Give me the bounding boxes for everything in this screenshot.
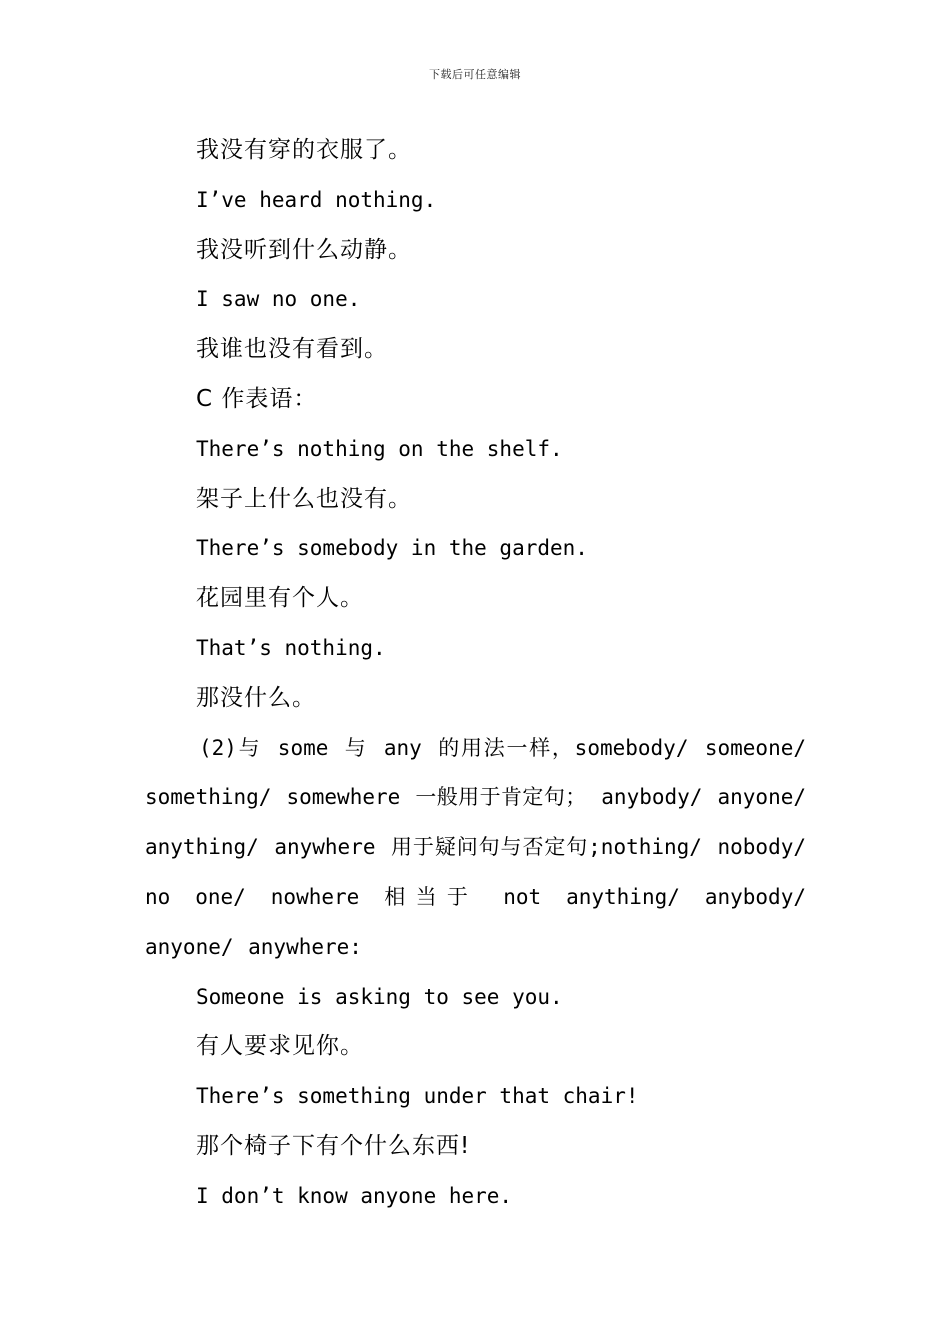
section-label: C 作表语： <box>196 385 318 412</box>
text-line: I’ve heard nothing. <box>196 187 437 212</box>
text-line: 我没听到什么动静。 <box>196 236 412 263</box>
usage-paragraph: (2)与 some 与 any 的用法一样，somebody/ someone/ something/ somewhere 一般用于肯定句； anybody/ anyone/ anything/ anywhere 用于疑问句与否定句;nothing/ nobody/ no one/ nowhere 相当于 not anything/ anybody/ anyone/ anywhere: <box>145 735 806 959</box>
text-line: I saw no one. <box>196 287 361 312</box>
text-line: 那没什么。 <box>196 684 316 711</box>
text-line: 我没有穿的衣服了。 <box>196 137 412 163</box>
text-line: I don’t know anyone here. <box>196 1183 513 1208</box>
text-line: There’s somebody in the garden. <box>196 536 588 561</box>
text-line: 我谁也没有看到。 <box>196 336 388 363</box>
text-line: There’s nothing on the shelf. <box>196 436 563 461</box>
text-line: 花园里有个人。 <box>196 585 364 612</box>
text-line: 那个椅子下有个什么东西! <box>196 1132 471 1159</box>
document-body <box>145 126 806 1222</box>
text-line: 架子上什么也没有。 <box>196 485 412 512</box>
text-line: Someone is asking to see you. <box>196 984 563 1009</box>
text-line: There’s something under that chair! <box>196 1084 639 1109</box>
text-line: That’s nothing. <box>196 635 386 660</box>
text-line: 有人要求见你。 <box>196 1033 364 1060</box>
page-header: 下载后可任意编辑 <box>429 68 521 81</box>
